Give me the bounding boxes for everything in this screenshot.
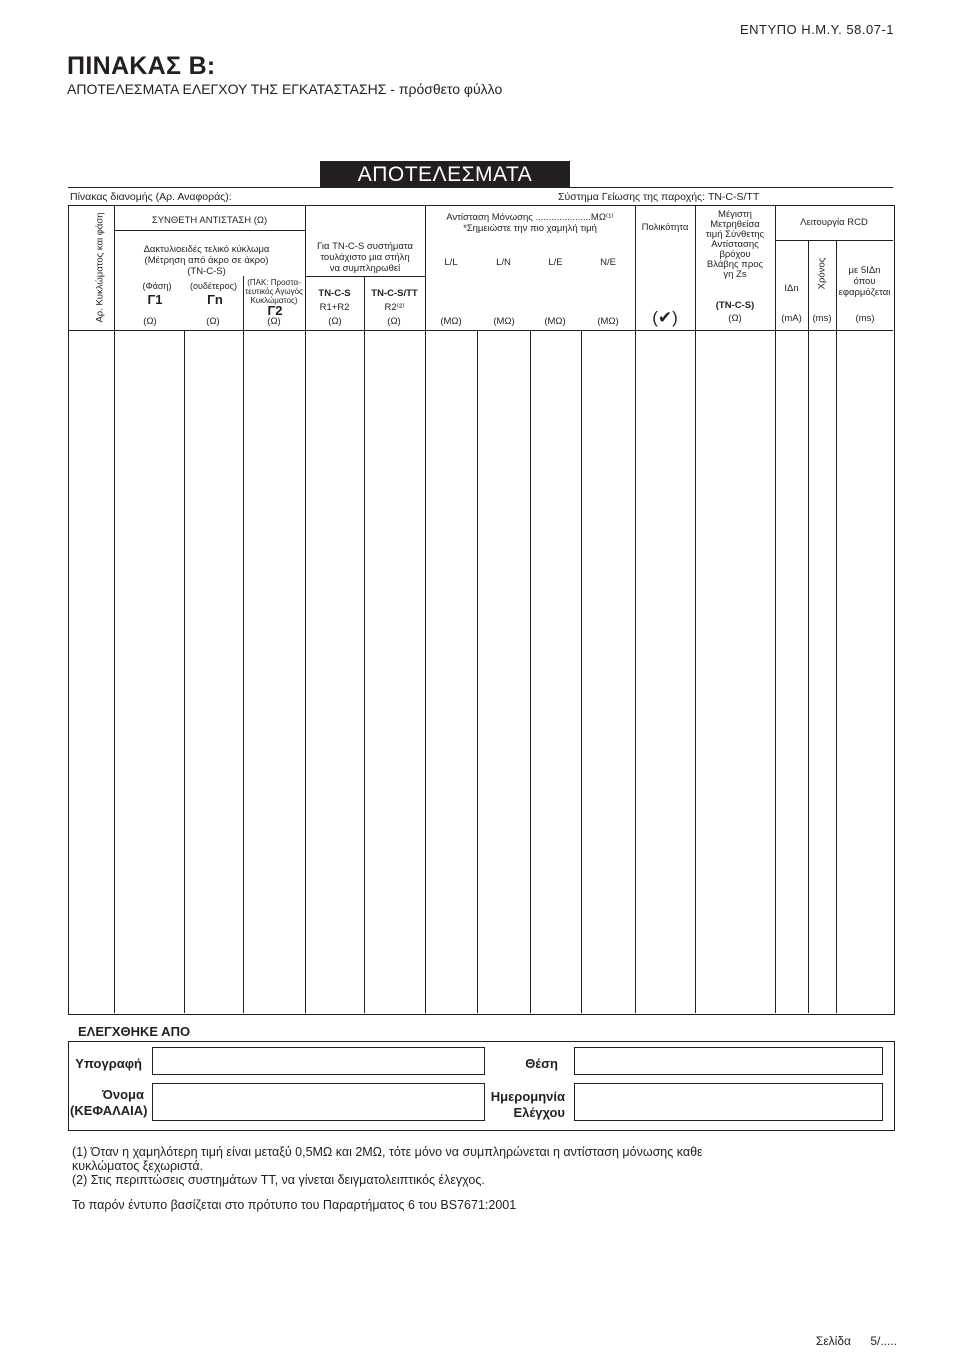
zs-tncs-label: (TN-C-S) bbox=[715, 300, 755, 311]
tested-by-title: ΕΛΕΓΧΘΗΚΕ ΑΠΟ bbox=[78, 1024, 191, 1039]
zs-line-5: βρόχου bbox=[719, 249, 751, 260]
col-divider bbox=[364, 276, 365, 1013]
unit-rn: (Ω) bbox=[206, 316, 220, 327]
unit-idn: (mA) bbox=[781, 313, 802, 324]
five-idn-label bbox=[836, 265, 893, 298]
name-field[interactable] bbox=[152, 1083, 485, 1121]
neutral-label: (ουδέτερος) bbox=[190, 281, 237, 291]
date-label-line-1: Ημερομηνία bbox=[490, 1089, 565, 1104]
unit-ln: (ΜΩ) bbox=[493, 316, 515, 327]
note-2: (2) Στις περιπτώσεις συστημάτων TT, να γίνεται δειγματολειπτικός έλεγχος. bbox=[72, 1173, 485, 1187]
composite-resistance-header: ΣΥΝΘΕΤΗ ΑΝΤΙΣΤΑΣΗ (Ω) bbox=[151, 215, 268, 226]
ring-line-1: Δακτυλιοειδές τελικό κύκλωμα bbox=[143, 244, 270, 255]
distribution-board-label: Πίνακας διανομής (Αρ. Αναφοράς): bbox=[70, 191, 232, 203]
tncs-note-line-1: Για TN-C-S συστήματα bbox=[317, 241, 413, 252]
polarity-header: Πολικότητα bbox=[641, 222, 689, 233]
date-label bbox=[480, 1089, 565, 1121]
unit-r1: (Ω) bbox=[143, 316, 157, 327]
pak-line-2: τευτικός Αγωγός bbox=[245, 287, 303, 296]
zs-line-1: Μέγιστη bbox=[718, 209, 752, 220]
rcd-header: Λειτουργία RCD bbox=[800, 217, 868, 228]
form-code: ΕΝΤΥΠΟ Η.Μ.Υ. 58.07-1 bbox=[739, 22, 894, 37]
r1r2-label: R1+R2 bbox=[319, 302, 350, 313]
date-field[interactable] bbox=[574, 1083, 883, 1121]
unit-ne: (ΜΩ) bbox=[597, 316, 619, 327]
col-divider bbox=[305, 205, 306, 1013]
header-bottom-rule bbox=[68, 330, 893, 331]
unit-r2-tt: (Ω) bbox=[387, 316, 401, 327]
r2-fn-label: R2⁽²⁾ bbox=[384, 302, 405, 313]
col-divider bbox=[695, 205, 696, 1013]
insulation-header bbox=[425, 212, 635, 234]
rn-label: Γn bbox=[207, 292, 223, 307]
unit-five-idn: (ms) bbox=[855, 313, 875, 324]
le-label: L/E bbox=[548, 257, 563, 268]
pak-line-3: Κυκλώματος) bbox=[250, 296, 298, 305]
ring-line-2: (Μέτρηση από άκρο σε άκρο) bbox=[144, 255, 269, 266]
page-title: ΠΙΝΑΚΑΣ Β: bbox=[67, 52, 216, 80]
zs-line-6: Βλάβης προς bbox=[706, 259, 764, 270]
results-banner: ΑΠΟΤΕΛΕΣΜΑΤΑ ΕΛΕΓΧΟΥ bbox=[320, 161, 570, 188]
ring-circuit-header bbox=[114, 244, 299, 277]
five-idn-line-1: με 5IΔn bbox=[848, 265, 881, 276]
unit-le: (ΜΩ) bbox=[544, 316, 566, 327]
pak-label bbox=[243, 278, 305, 305]
five-idn-line-3: εφαρμόζεται bbox=[838, 287, 891, 298]
earthing-system-label: Σύστημα Γείωσης της παροχής: TN-C-S/TT bbox=[558, 191, 760, 203]
col-divider bbox=[635, 205, 636, 1013]
page-number bbox=[816, 1334, 897, 1348]
tncs-note-line-3: να συμπληρωθεί bbox=[329, 263, 401, 274]
col-divider bbox=[114, 205, 115, 1013]
insulation-line-2: *Σημειώστε την πιο χαμηλή τιμή bbox=[463, 223, 597, 234]
col-divider bbox=[581, 330, 582, 1013]
basis-note: Το παρόν έντυπο βασίζεται στο πρότυπο του Παραρτήματος 6 του BS7671:2001 bbox=[72, 1198, 517, 1212]
table-top-rule bbox=[68, 187, 893, 188]
unit-polarity: (✔) bbox=[652, 308, 678, 327]
tncs-label: TN-C-S bbox=[318, 288, 351, 299]
ll-label: L/L bbox=[444, 257, 458, 268]
time-label: Χρόνος bbox=[816, 257, 828, 290]
ne-label: N/E bbox=[600, 257, 616, 268]
col-divider bbox=[477, 330, 478, 1013]
header-rule bbox=[114, 230, 305, 231]
page-value: 5/..... bbox=[870, 1334, 897, 1348]
signature-field[interactable] bbox=[152, 1047, 485, 1075]
five-idn-line-2: όπου bbox=[853, 276, 876, 287]
unit-time: (ms) bbox=[812, 313, 832, 324]
col-divider bbox=[836, 240, 837, 1013]
unit-zs: (Ω) bbox=[728, 313, 742, 324]
unit-ll: (ΜΩ) bbox=[440, 316, 462, 327]
zs-line-4: Αντίστασης bbox=[711, 239, 759, 250]
position-label: Θέση bbox=[525, 1056, 558, 1071]
name-label-line-2: (ΚΕΦΑΛΑΙΑ) bbox=[70, 1103, 148, 1118]
r2-label: Γ2 bbox=[267, 303, 283, 318]
name-label-line-1: Όνομα bbox=[102, 1087, 144, 1102]
tncstt-label: TN-C-S/TT bbox=[371, 288, 418, 299]
name-label bbox=[70, 1087, 148, 1119]
col-divider bbox=[184, 330, 185, 1013]
col-divider bbox=[530, 330, 531, 1013]
date-label-line-2: Ελέγχου bbox=[513, 1105, 565, 1120]
header-rule bbox=[775, 240, 893, 241]
ln-label: L/N bbox=[496, 257, 511, 268]
zs-header bbox=[695, 210, 775, 280]
tncs-note-line-2: τουλάχιστο μια στήλη bbox=[320, 252, 410, 263]
insulation-line-1: Αντίσταση Μόνωσης .....................ΜΩ⁽¹⁾ bbox=[446, 212, 614, 223]
unit-r1r2: (Ω) bbox=[328, 316, 342, 327]
page-subtitle: ΑΠΟΤΕΛΕΣΜΑΤΑ ΕΛΕΓΧΟΥ ΤΗΣ ΕΓΚΑΤΑΣΤΑΣΗΣ - πρόσθετο φύλλο bbox=[67, 81, 503, 97]
idn-label: IΔn bbox=[784, 283, 799, 294]
pak-line-1: (ΠΑΚ: Προστα- bbox=[247, 278, 301, 287]
note-1-line-2: κυκλώματος ξεχωριστά. bbox=[72, 1159, 204, 1173]
header-rule bbox=[305, 276, 425, 277]
position-field[interactable] bbox=[574, 1047, 883, 1075]
col-divider bbox=[425, 205, 426, 1013]
ring-line-3: (TN-C-S) bbox=[187, 266, 226, 277]
tncs-note bbox=[305, 241, 425, 274]
note-1 bbox=[72, 1145, 703, 1173]
phase-label: (Φάση) bbox=[142, 281, 172, 291]
signature-label: Υπογραφή bbox=[75, 1056, 142, 1071]
unit-r2: (Ω) bbox=[267, 316, 281, 327]
page-label: Σελίδα bbox=[815, 1334, 851, 1348]
r1-label: Γ1 bbox=[147, 292, 163, 307]
circuit-number-header: Αρ. Κυκλώματος και φάση bbox=[94, 212, 106, 323]
col-divider bbox=[243, 276, 244, 1013]
zs-line-2: Μετρηθείσα bbox=[710, 219, 760, 230]
col-divider bbox=[808, 240, 809, 1013]
zs-line-7: γη Zs bbox=[723, 269, 747, 280]
col-divider bbox=[775, 205, 776, 1013]
zs-line-3: τιμή Σύνθετης bbox=[705, 229, 765, 240]
note-1-line-1: (1) Όταν η χαμηλότερη τιμή είναι μεταξύ 0,5ΜΩ και 2ΜΩ, τότε μόνο να συμπληρώνεται η αντίσταση μόνωσης καθε bbox=[72, 1145, 703, 1159]
